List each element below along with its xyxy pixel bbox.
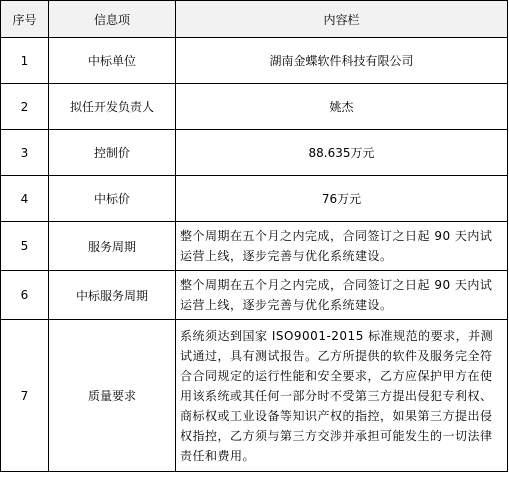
row-content: 整个周期在五个月之内完成，合同签订之日起 90 天内试运营上线，逐步完善与优化系统建设。 bbox=[176, 271, 508, 320]
row-number: 7 bbox=[1, 320, 49, 472]
row-number: 4 bbox=[1, 176, 49, 222]
row-item: 中标价 bbox=[49, 176, 176, 222]
row-number: 3 bbox=[1, 130, 49, 176]
row-content: 系统须达到国家 ISO9001-2015 标准规范的要求，并测试通过，具有测试报告。乙方所提供的软件及服务完全符合合同规定的运行性能和安全要求，乙方应保护甲方在使用该系统或其任何一部分时不受第三方提出侵犯专利权、商标权或工业设备等知识产权的指控，如果第三方提出侵权指控，乙方须与第三方交涉并承担可能发生的一切法律责任和费用。 bbox=[176, 320, 508, 472]
row-item: 控制价 bbox=[49, 130, 176, 176]
table-row bbox=[1, 176, 508, 222]
table-row bbox=[1, 222, 508, 271]
row-content: 76万元 bbox=[176, 176, 508, 222]
row-item: 中标服务周期 bbox=[49, 271, 176, 320]
row-number: 6 bbox=[1, 271, 49, 320]
row-content: 88.635万元 bbox=[176, 130, 508, 176]
table-row bbox=[1, 271, 508, 320]
row-item: 拟任开发负责人 bbox=[49, 84, 176, 130]
header-content: 内容栏 bbox=[176, 1, 508, 38]
row-content: 姚杰 bbox=[176, 84, 508, 130]
row-number: 2 bbox=[1, 84, 49, 130]
header-seq: 序号 bbox=[1, 1, 49, 38]
header-item: 信息项 bbox=[49, 1, 176, 38]
row-item: 中标单位 bbox=[49, 38, 176, 84]
row-content: 湖南金蝶软件科技有限公司 bbox=[176, 38, 508, 84]
table-row bbox=[1, 38, 508, 84]
table-row bbox=[1, 320, 508, 472]
row-number: 1 bbox=[1, 38, 49, 84]
row-item: 质量要求 bbox=[49, 320, 176, 472]
row-number: 5 bbox=[1, 222, 49, 271]
row-item: 服务周期 bbox=[49, 222, 176, 271]
table-row bbox=[1, 130, 508, 176]
row-content: 整个周期在五个月之内完成，合同签订之日起 90 天内试运营上线，逐步完善与优化系统建设。 bbox=[176, 222, 508, 271]
table-header-row bbox=[1, 1, 508, 38]
table-row bbox=[1, 84, 508, 130]
